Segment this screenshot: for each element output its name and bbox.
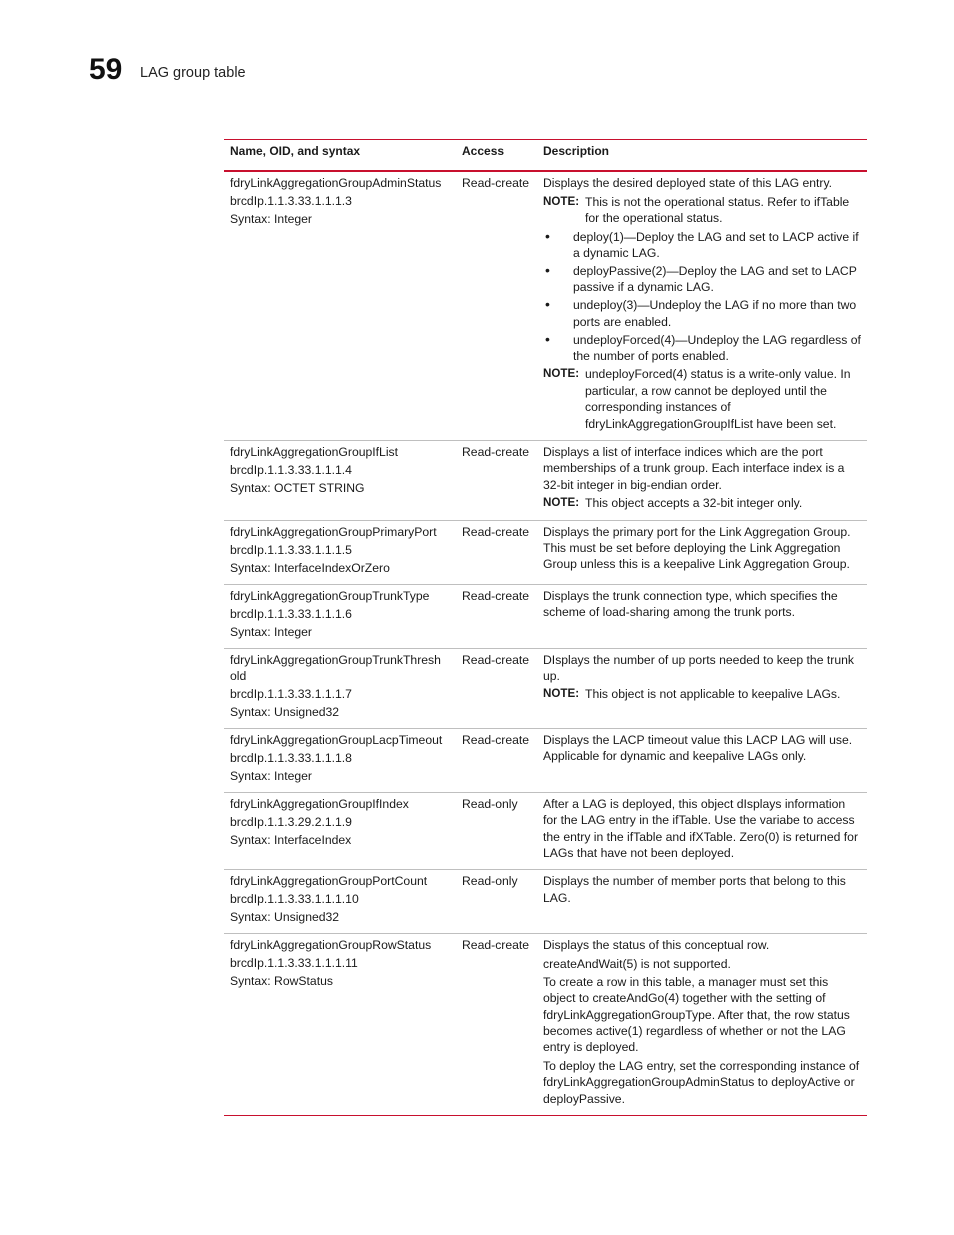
cell-description xyxy=(537,793,867,870)
description-text: Displays the desired deployed state of this LAG entry. xyxy=(543,176,833,191)
note-text: This object accepts a 32-bit integer only. xyxy=(585,496,803,511)
cell-access: Read-create xyxy=(456,520,537,584)
cell-description xyxy=(537,870,867,934)
chapter-title: LAG group table xyxy=(140,65,246,81)
cell-access: Read-create xyxy=(456,441,537,521)
description-text: Displays a list of interface indices which are the port memberships of a trunk group. Each interface index is a 32-bit integer in big-endian order. xyxy=(543,445,845,492)
table-row xyxy=(224,870,867,934)
object-name: fdryLinkAggregationGroupPortCount xyxy=(230,874,428,889)
object-syntax: Syntax: Integer xyxy=(230,212,312,227)
object-syntax: Syntax: InterfaceIndexOrZero xyxy=(230,560,390,575)
cell-name-oid-syntax xyxy=(224,648,456,728)
object-oid: brcdIp.1.1.3.33.1.1.1.3 xyxy=(230,194,352,209)
cell-access: Read-create xyxy=(456,171,537,440)
table-row xyxy=(224,520,867,584)
description-text: After a LAG is deployed, this object dIsplays information for the LAG entry in the ifTable. Use the variabe to access the entry in the ifTable and ifXTable. Zero(0) is returned for LAGs that have not been deployed. xyxy=(543,797,859,861)
object-name: fdryLinkAggregationGroupAdminStatus xyxy=(230,176,442,191)
note-text: This is not the operational status. Refer to ifTable for the operational status. xyxy=(585,194,850,226)
note-text: undeployForced(4) status is a write-only value. In particular, a row cannot be deployed until the corresponding instances of fdryLinkAggregationGroupIfList have been set. xyxy=(585,367,851,431)
object-name: fdryLinkAggregationGroupTrunkType xyxy=(230,588,430,603)
description-text: To deploy the LAG entry, set the corresponding instance of fdryLinkAggregationGroupAdminStatus to deployActive or deployPassive. xyxy=(543,1058,860,1106)
bullet-icon: • xyxy=(545,227,550,244)
column-header-description: Description xyxy=(537,140,867,172)
note-label: NOTE: xyxy=(543,687,580,701)
chapter-number: 59 xyxy=(89,53,123,86)
note-label: NOTE: xyxy=(543,367,580,381)
list-item xyxy=(543,297,861,330)
bullet-list xyxy=(543,229,861,365)
list-item xyxy=(543,332,861,365)
object-oid: brcdIp.1.1.3.33.1.1.1.6 xyxy=(230,606,352,621)
cell-description xyxy=(537,648,867,728)
bullet-text: deploy(1)—Deploy the LAG and set to LACP active if a dynamic LAG. xyxy=(573,229,859,261)
table-row xyxy=(224,729,867,793)
table-header-row xyxy=(224,140,867,172)
note-label: NOTE: xyxy=(543,496,580,510)
cell-access: Read-only xyxy=(456,870,537,934)
table-row xyxy=(224,934,867,1115)
note xyxy=(543,686,861,702)
object-oid: brcdIp.1.1.3.33.1.1.1.11 xyxy=(230,956,358,971)
object-syntax: Syntax: InterfaceIndex xyxy=(230,833,352,848)
cell-description xyxy=(537,520,867,584)
cell-name-oid-syntax xyxy=(224,171,456,440)
object-name: fdryLinkAggregationGroupPrimaryPort xyxy=(230,524,437,539)
object-syntax: Syntax: Integer xyxy=(230,769,312,784)
object-name: fdryLinkAggregationGroupIfIndex xyxy=(230,797,409,812)
cell-name-oid-syntax xyxy=(224,934,456,1115)
object-syntax: Syntax: Unsigned32 xyxy=(230,910,340,925)
bullet-text: undeployForced(4)—Undeploy the LAG regardless of the number of ports enabled. xyxy=(573,332,861,363)
cell-description xyxy=(537,584,867,648)
object-oid: brcdIp.1.1.3.33.1.1.1.10 xyxy=(230,892,359,907)
list-item xyxy=(543,263,861,296)
table-row xyxy=(224,648,867,728)
object-oid: brcdIp.1.1.3.33.1.1.1.7 xyxy=(230,687,352,702)
description-text: Displays the LACP timeout value this LACP LAG will use. Applicable for dynamic and keepalive LAGs only. xyxy=(543,733,853,764)
object-name: fdryLinkAggregationGroupLacpTimeout xyxy=(230,733,443,748)
cell-name-oid-syntax xyxy=(224,793,456,870)
cell-access: Read-create xyxy=(456,584,537,648)
description-text: Displays the trunk connection type, which specifies the scheme of load-sharing among the trunk ports. xyxy=(543,588,838,620)
description-text: To create a row in this table, a manager must set this object to createAndGo(4) together with the setting of fdryLinkAggregationGroupType. After that, the row status becomes active(1) regardless of whether or not the LAG entry is deployed. xyxy=(543,974,850,1055)
object-name: fdryLinkAggregationGroupTrunkThresh old xyxy=(230,652,441,684)
note-label: NOTE: xyxy=(543,194,580,208)
object-oid: brcdIp.1.1.3.29.2.1.1.9 xyxy=(230,815,352,830)
bullet-icon: • xyxy=(545,330,550,347)
cell-access: Read-create xyxy=(456,648,537,728)
object-name: fdryLinkAggregationGroupIfList xyxy=(230,445,399,459)
column-header-access: Access xyxy=(456,140,537,172)
description-text: Displays the primary port for the Link Aggregation Group. This must be set before deploying the Link Aggregation Group unless this is a keepalive Link Aggregation Group. xyxy=(543,524,851,572)
column-header-name: Name, OID, and syntax xyxy=(224,140,456,172)
cell-name-oid-syntax xyxy=(224,584,456,648)
table-row xyxy=(224,171,867,440)
table-row xyxy=(224,584,867,648)
cell-name-oid-syntax xyxy=(224,520,456,584)
object-syntax: Syntax: Integer xyxy=(230,624,312,639)
cell-access: Read-only xyxy=(456,793,537,870)
bullet-icon: • xyxy=(545,261,550,278)
table-body xyxy=(224,171,867,1115)
note xyxy=(543,495,861,511)
object-oid: brcdIp.1.1.3.33.1.1.1.8 xyxy=(230,751,352,766)
cell-description xyxy=(537,441,867,521)
cell-access: Read-create xyxy=(456,729,537,793)
description-text: Displays the status of this conceptual row. xyxy=(543,938,770,953)
object-oid: brcdIp.1.1.3.33.1.1.1.5 xyxy=(230,542,352,557)
cell-name-oid-syntax xyxy=(224,870,456,934)
object-oid: brcdIp.1.1.3.33.1.1.1.4 xyxy=(230,463,352,477)
note xyxy=(543,194,861,227)
table-row xyxy=(224,441,867,521)
object-name: fdryLinkAggregationGroupRowStatus xyxy=(230,938,432,953)
bullet-icon: • xyxy=(545,296,550,313)
list-item xyxy=(543,229,861,262)
lag-group-table xyxy=(224,139,867,1116)
cell-access: Read-create xyxy=(456,934,537,1115)
object-syntax: Syntax: RowStatus xyxy=(230,974,333,989)
cell-name-oid-syntax xyxy=(224,441,456,521)
note xyxy=(543,366,861,432)
description-text: DIsplays the number of up ports needed to keep the trunk up. xyxy=(543,652,854,684)
description-text: Displays the number of member ports that belong to this LAG. xyxy=(543,874,846,905)
object-syntax: Syntax: OCTET STRING xyxy=(230,481,365,495)
bullet-text: undeploy(3)—Undeploy the LAG if no more than two ports are enabled. xyxy=(573,298,857,329)
cell-description xyxy=(537,934,867,1115)
table-row xyxy=(224,793,867,870)
object-syntax: Syntax: Unsigned32 xyxy=(230,705,340,720)
cell-description xyxy=(537,171,867,440)
cell-description xyxy=(537,729,867,793)
description-text: createAndWait(5) is not supported. xyxy=(543,956,731,971)
cell-name-oid-syntax xyxy=(224,729,456,793)
note-text: This object is not applicable to keepalive LAGs. xyxy=(585,687,841,702)
bullet-text: deployPassive(2)—Deploy the LAG and set to LACP passive if a dynamic LAG. xyxy=(573,263,857,295)
